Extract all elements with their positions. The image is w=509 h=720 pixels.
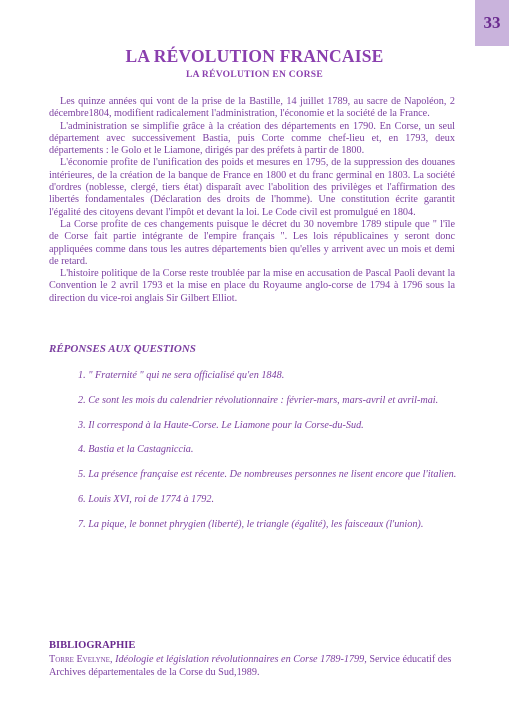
bibliography-details: , Service éducatif des Archives départementales de la Corse du Sud,1989. <box>49 654 452 678</box>
answer-item: 2. Ce sont les mois du calendrier révolutionnaire : février-mars, mars-avril et avril-mai. <box>78 394 439 406</box>
answer-item: 7. La pique, le bonnet phrygien (liberté), le triangle (égalité), les faisceaux (l'union). <box>78 518 424 530</box>
page-subtitle: LA RÉVOLUTION EN CORSE <box>185 70 324 80</box>
page-number-tab <box>475 0 509 46</box>
page-number: 33 <box>483 13 501 32</box>
bibliography-entry: Torre Evelyne, Idéologie et législation révolutionnaires en Corse 1789-1799, Service éducatif des Archives départementales de la Corse du Sud,1989. <box>49 654 452 678</box>
paragraph: L'administration se simplifie grâce à la création des départements en 1790. En Corse, un seul département avec successivement Bastia, puis Corte comme chef-lieu et, en 1793, deux départements : le Golo et le Liamone, dirigés par des préfets à partir de 1800. <box>49 120 455 157</box>
answers-list <box>78 370 478 544</box>
paragraph: Les quinze années qui vont de la prise de la Bastille, 14 juillet 1789, au sacre de Napoléon, 2 décembre1804, modifient radicalement l'administration, l'économie et la société de la France. <box>49 96 455 120</box>
answers-heading: RÉPONSES AUX QUESTIONS <box>49 343 196 355</box>
bibliography-heading: BIBLIOGRAPHIE <box>49 640 136 651</box>
bibliography-title: Idéologie et législation révolutionnaires en Corse 1789-1799 <box>115 654 365 665</box>
paragraph: L'économie profite de l'unification des poids et mesures en 1795, de la suppression des douanes intérieures, de la création de la banque de France en 1800 et du franc germinal en 1803. La société d'ordres (noblesse, clergé, tiers état) disparaît avec l'abolition des privilèges et l'affirmation des libertés fondamentales (Déclaration des droits de l'homme). Une constitution écrite garantit l'égalité des citoyens devant l'impôt et devant la loi. Le Code civil est promulgué en 1804. <box>49 157 455 218</box>
paragraph: La Corse profite de ces changements puisque le décret du 30 novembre 1789 stipule que " l'île de Corse fait partie intégrante de l'empire français ". Les lois républicaines y seront donc appliquées comme dans tous les autres départements bien qu'elles y arrivent avec un mois et demi de retard. <box>49 218 455 267</box>
paragraph: L'histoire politique de la Corse reste troublée par la mise en accusation de Pascal Paoli devant la Convention le 2 avril 1793 et la mise en place du Royaume anglo-corse de 1794 à 1796 sous la direction du vice-roi anglais Sir Gilbert Elliot. <box>49 268 455 304</box>
answer-item: 6. Louis XVI, roi de 1774 à 1792. <box>78 493 215 505</box>
answer-item: 1. " Fraternité " qui ne sera officialisé qu'en 1848. <box>78 370 285 381</box>
answer-item: 3. Il correspond à la Haute-Corse. Le Liamone pour la Corse-du-Sud. <box>78 419 364 431</box>
body-text <box>49 96 455 305</box>
page-title: LA RÉVOLUTION FRANCAISE <box>125 46 384 66</box>
answer-item: 4. Bastia et la Castagniccia. <box>78 444 194 456</box>
answer-item: 5. La présence française est récente. De nombreuses personnes ne lisent encore que l'italien. <box>78 469 457 481</box>
bibliography-author: Torre Evelyne <box>49 654 110 665</box>
